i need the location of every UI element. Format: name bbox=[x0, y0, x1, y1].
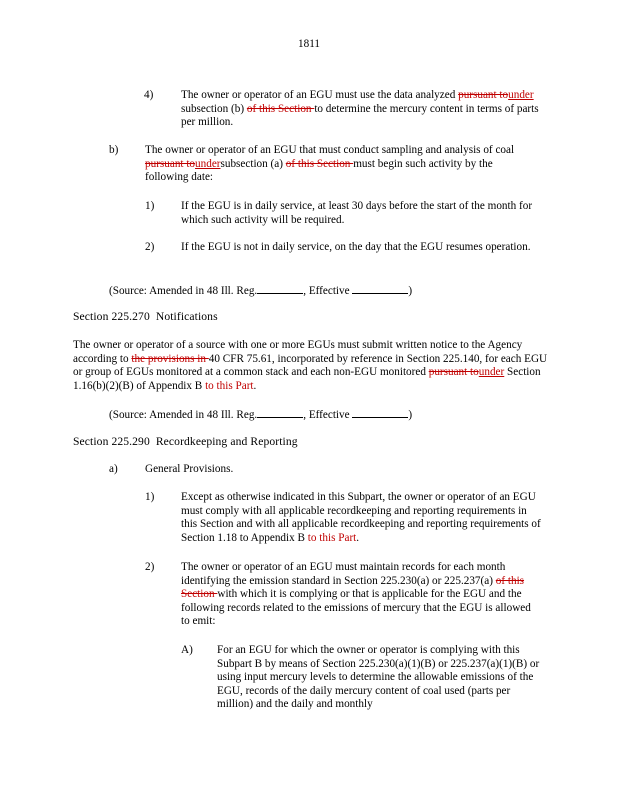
blank-line bbox=[352, 283, 408, 294]
page-number: 1811 bbox=[298, 38, 320, 50]
b-item-2-number: 2) bbox=[145, 241, 155, 253]
a-item-2-number: 2) bbox=[145, 561, 155, 573]
inserted-text: under bbox=[195, 157, 221, 170]
section-225-290-heading: Section 225.290 Recordkeeping and Reporting bbox=[73, 435, 298, 448]
blank-line bbox=[352, 407, 408, 418]
deleted-text: of this Section bbox=[246, 102, 315, 115]
a-item-2-text: The owner or operator of an EGU must maintain records for each month identifying the emission standard in Section 225.230(a) or 225.237(a) of this Section with which it is complying or that is applicable for the EGU and the following records related to the emissions of mercury that the EGU is allowed to emit: bbox=[181, 561, 531, 628]
deleted-text: of this Section bbox=[285, 157, 354, 170]
b-item-2-text: If the EGU is not in daily service, on the day that the EGU resumes operation. bbox=[181, 241, 531, 253]
blank-line bbox=[257, 407, 303, 418]
subsection-a-number: a) bbox=[109, 463, 118, 475]
subsection-a-text: General Provisions. bbox=[145, 463, 234, 475]
subsection-b-number: b) bbox=[109, 144, 119, 156]
blank-line bbox=[257, 283, 303, 294]
deleted-text: pursuant to bbox=[145, 157, 196, 170]
item-4-number: 4) bbox=[144, 89, 154, 101]
deleted-text: of this Section bbox=[181, 574, 525, 601]
subsection-b-text: The owner or operator of an EGU that must conduct sampling and analysis of coal pursuant toundersubsection (a) of this Section must begin such activity by the following date: bbox=[145, 144, 515, 184]
inserted-text: to this Part bbox=[307, 531, 357, 544]
subitem-A-text: For an EGU for which the owner or operator is complying with this Subpart B by means of Section 225.230(a)(1)(B) or 225.237(a)(1)(B) or using input mercury levels to determine the allowable emissions of the EGU, records of the daily mercury content of coal used (parts per million) and the daily and monthly bbox=[217, 644, 540, 711]
inserted-text: under bbox=[508, 89, 534, 101]
inserted-text: under bbox=[478, 366, 505, 379]
deleted-text: the provisions in bbox=[131, 352, 209, 365]
deleted-text: pursuant to bbox=[428, 366, 479, 379]
b-item-1-number: 1) bbox=[145, 200, 155, 212]
subitem-A-number: A) bbox=[181, 644, 193, 656]
section-225-270-heading: Section 225.270 Notifications bbox=[73, 310, 218, 323]
a-item-1-text: Except as otherwise indicated in this Subpart, the owner or operator of an EGU must comply with all applicable recordkeeping and reporting requirements in this Section and with all applicable recordkeeping and reporting requirements of Section 1.18 to Appendix B to this Part. bbox=[181, 491, 541, 544]
section-225-270-text: The owner or operator of a source with one or more EGUs must submit written notice to the Agency according to the provisions in 40 CFR 75.61, incorporated by reference in Section 225.140, for each EGU or group of EGUs monitored at a common stack and each non-EGU monitored pursuant tounder Section 1.16(b)(2)(B) of Appendix B to this Part. bbox=[73, 339, 548, 392]
a-item-1-number: 1) bbox=[145, 491, 155, 503]
deleted-text: pursuant to bbox=[458, 89, 509, 101]
b-item-1-text: If the EGU is in daily service, at least 30 days before the start of the month for which such activity will be required. bbox=[181, 200, 533, 226]
item-4-text: The owner or operator of an EGU must use the data analyzed pursuant tounder subsection (b) of this Section to determine the mercury content in terms of parts per million. bbox=[181, 89, 539, 129]
inserted-text: to this Part bbox=[205, 379, 254, 392]
source-note-1: (Source: Amended in 48 Ill. Reg. , Effective ) bbox=[109, 285, 413, 297]
source-note-2: (Source: Amended in 48 Ill. Reg. , Effective ) bbox=[109, 409, 413, 421]
